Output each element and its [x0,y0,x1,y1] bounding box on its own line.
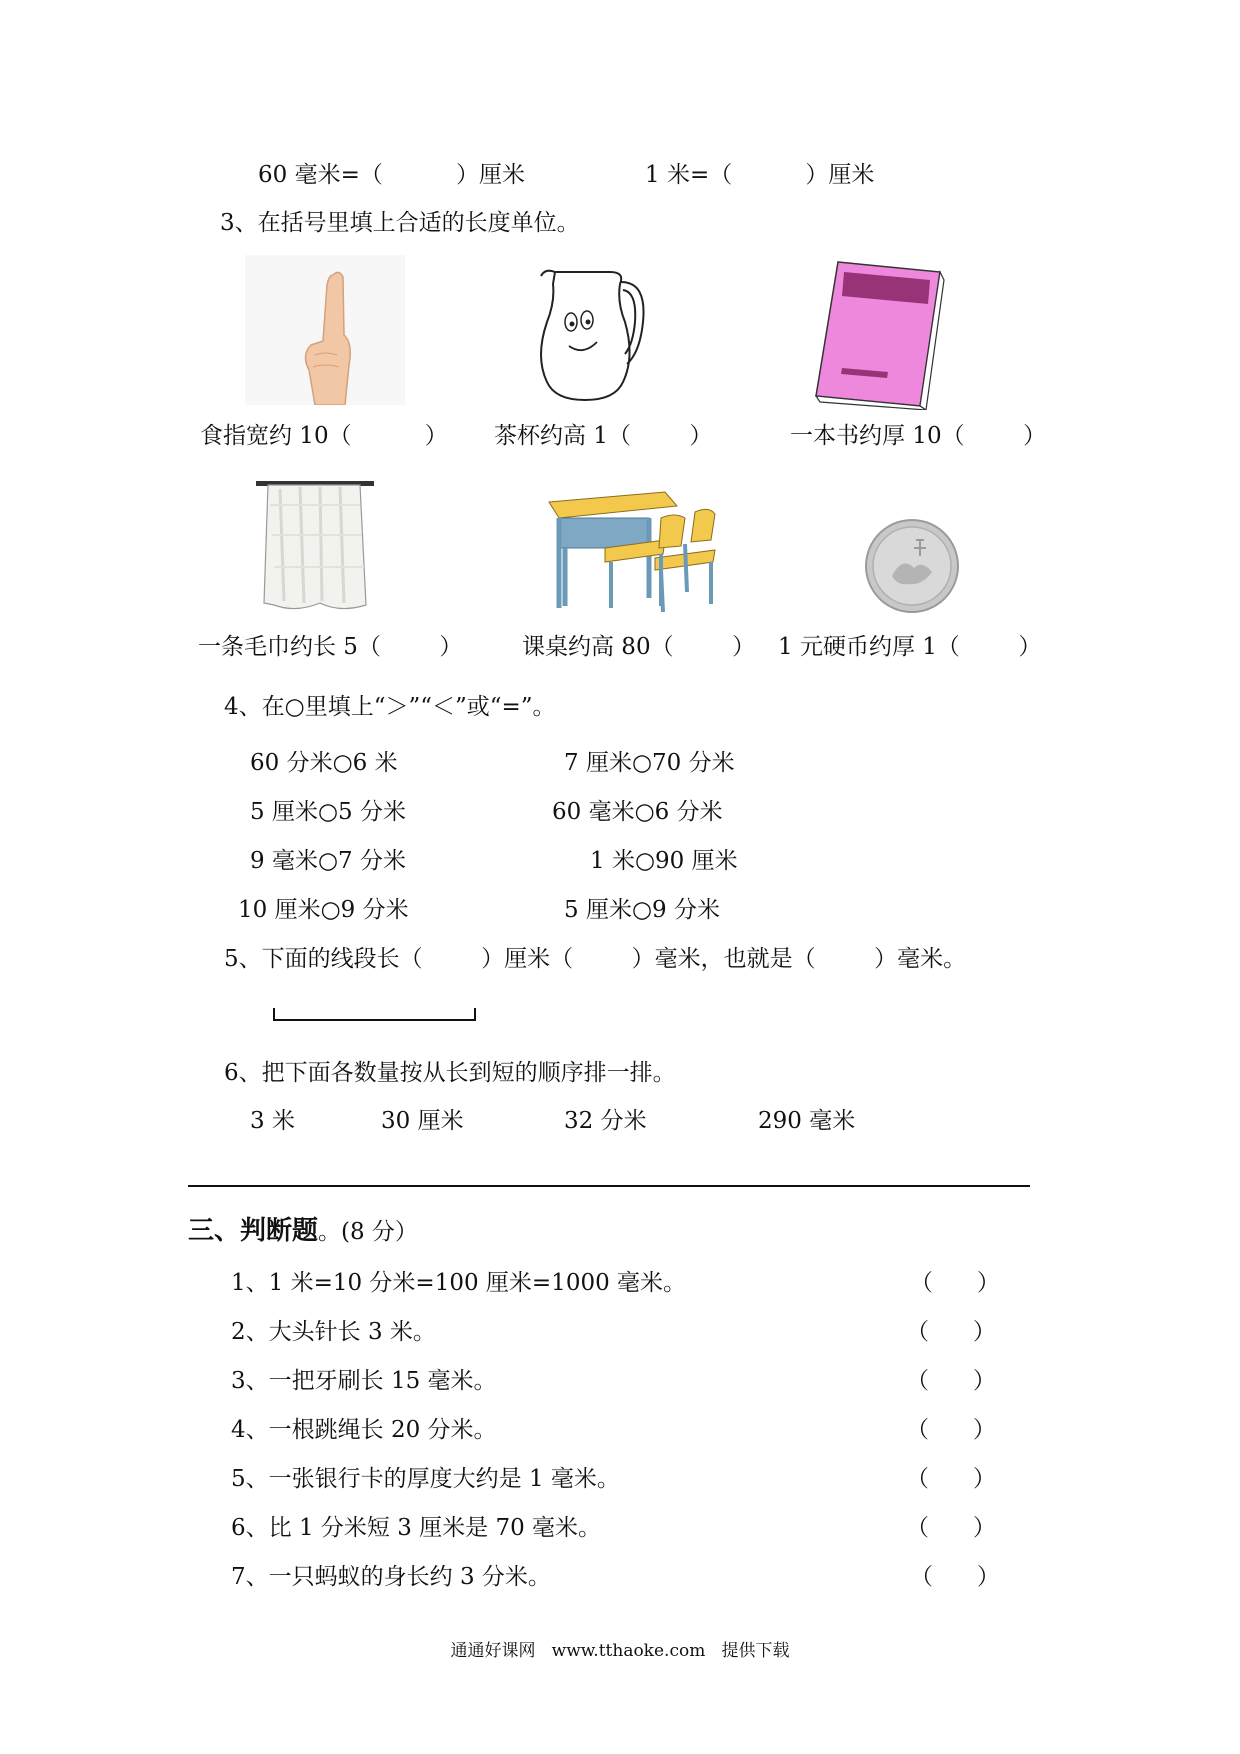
q4-row-1-right: 7 厘米○70 分米 [564,750,735,776]
judge-item-5: 5、一张银行卡的厚度大约是 1 毫米。 [231,1466,620,1492]
q6-title: 6、把下面各数量按从长到短的顺序排一排。 [224,1060,676,1086]
section-divider [188,1185,1030,1187]
book-icon [808,260,948,410]
q2-conversion-left: 60 毫米=（ ）厘米 [258,162,525,188]
section3-title [188,1214,418,1249]
q4-row-3-left: 9 毫米○7 分米 [250,848,406,874]
section3-score: 。(8 分） [318,1219,418,1245]
q3-caption-book: 一本书约厚 10（ ） [790,423,1047,449]
q5-title: 5、下面的线段长（ ）厘米（ ）毫米，也就是（ ）毫米。 [224,946,967,972]
judge-bracket-6[interactable]: （ ） [906,1515,996,1541]
judge-item-3: 3、一把牙刷长 15 毫米。 [231,1368,497,1394]
judge-bracket-4[interactable]: （ ） [906,1417,996,1443]
page-footer: 通通好课网 www.tthaoke.com 提供下载 [450,1641,790,1661]
finger-icon [245,255,405,405]
q4-row-3-right: 1 米○90 厘米 [590,848,738,874]
pitcher-icon [535,262,650,407]
judge-item-7: 7、一只蚂蚁的身长约 3 分米。 [231,1564,551,1590]
judge-item-1: 1、1 米=10 分米=100 厘米=1000 毫米。 [231,1270,687,1296]
line-segment [273,1008,476,1021]
q4-row-4-left: 10 厘米○9 分米 [238,897,409,923]
section3-heading: 三、判断题 [188,1216,319,1246]
judge-item-4: 4、一根跳绳长 20 分米。 [231,1417,497,1443]
q4-row-4-right: 5 厘米○9 分米 [564,897,720,923]
q3-caption-desk: 课桌约高 80（ ） [522,634,756,660]
judge-item-2: 2、大头针长 3 米。 [231,1319,436,1345]
judge-item-6: 6、比 1 分米短 3 厘米是 70 毫米。 [231,1515,602,1541]
judge-bracket-2[interactable]: （ ） [906,1319,996,1345]
coin-icon [862,516,962,616]
judge-bracket-7[interactable]: （ ） [910,1564,1000,1590]
q4-row-1-left: 60 分米○6 米 [250,750,398,776]
q6-value-1: 3 米 [250,1108,295,1134]
judge-bracket-3[interactable]: （ ） [906,1368,996,1394]
judge-bracket-1[interactable]: （ ） [910,1270,1000,1296]
q6-value-4: 290 毫米 [758,1108,856,1134]
q3-caption-coin: 1 元硬币约厚 1（ ） [778,634,1042,660]
q4-title: 4、在○里填上“＞”“＜”或“=”。 [224,694,556,720]
q3-caption-towel: 一条毛巾约长 5（ ） [198,634,463,660]
towel-icon [250,475,380,615]
desk-icon [545,488,725,616]
q3-caption-finger: 食指宽约 10（ ） [200,423,448,449]
q2-conversion-right: 1 米=（ ）厘米 [645,162,875,188]
q3-title: 3、在括号里填上合适的长度单位。 [220,210,580,236]
q6-value-2: 30 厘米 [381,1108,464,1134]
q6-value-3: 32 分米 [564,1108,647,1134]
q4-row-2-left: 5 厘米○5 分米 [250,799,406,825]
judge-bracket-5[interactable]: （ ） [906,1466,996,1492]
q3-caption-pitcher: 茶杯约高 1（ ） [494,423,713,449]
q4-row-2-right: 60 毫米○6 分米 [552,799,723,825]
